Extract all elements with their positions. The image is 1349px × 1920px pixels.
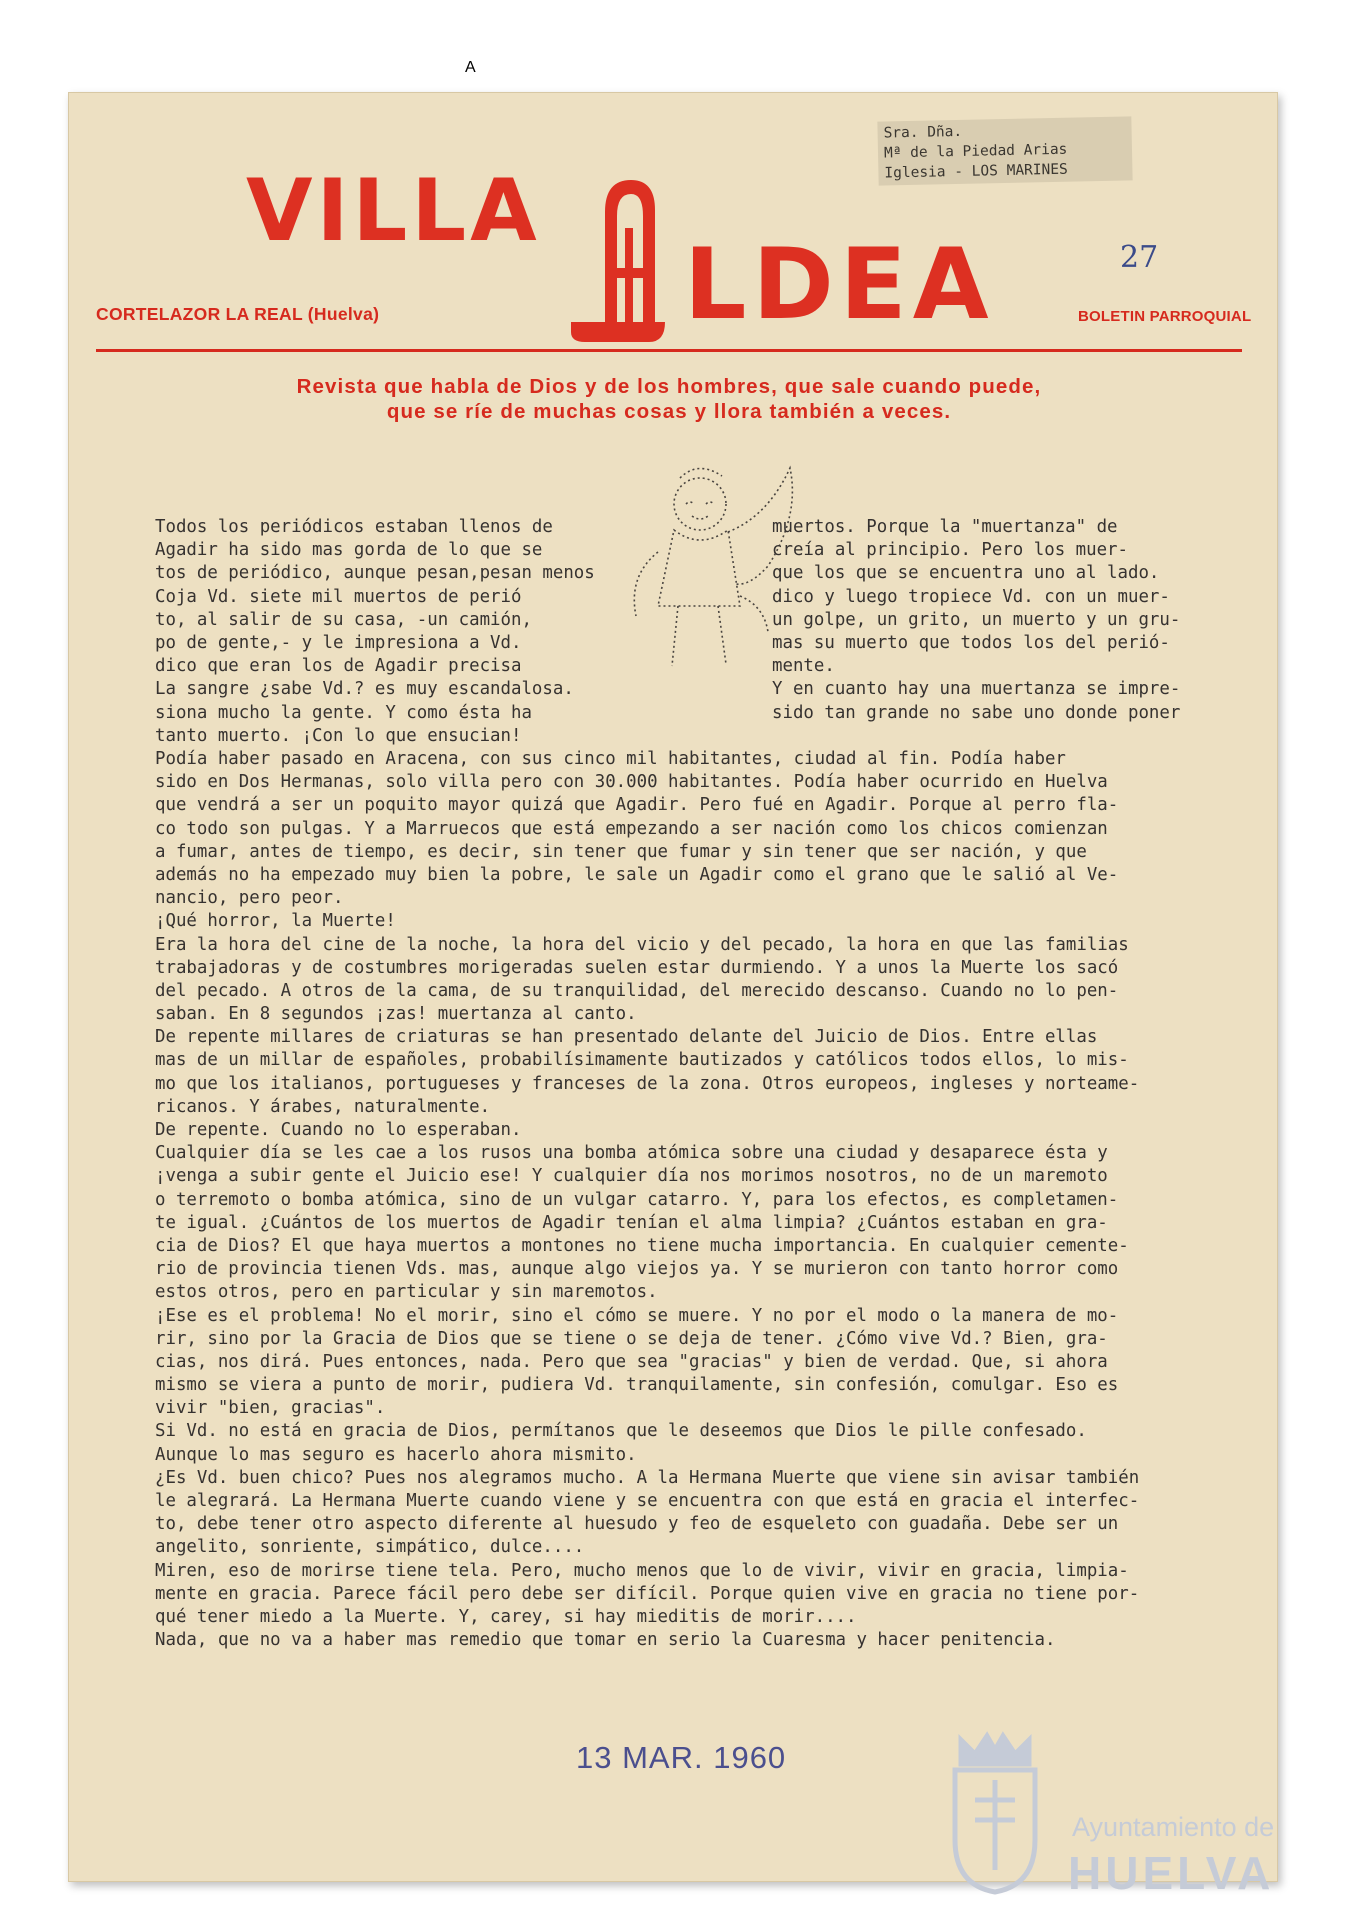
article-body-line: ¡Ese es el problema! No el morir, sino el cómo se muere. Y no por el modo o la manera de mo-: [155, 1305, 1119, 1326]
article-body-line: mismo se viera a punto de morir, pudiera Vd. tranquilamente, sin confesión, comulgar. Eso es: [155, 1375, 1119, 1396]
article-left-line: La sangre ¿sabe Vd.? es muy escandalosa.: [155, 679, 574, 700]
article-body-line: mas de un millar de españoles, probabilísimamente bautizados y católicos todos ellos, lo mis-: [155, 1050, 1129, 1071]
masthead-villa: VILLA: [246, 161, 541, 261]
article-body-line: Podía haber pasado en Aracena, con sus cinco mil habitantes, ciudad al fin. Podía haber: [155, 749, 1066, 769]
article-body-line: ¡venga a subir gente el Juicio ese! Y cualquier día nos morimos nosotros, no de un maremoto: [155, 1166, 1108, 1187]
article-right-line: sido tan grande no sabe uno donde poner: [772, 702, 1181, 723]
article-body-line: rir, sino por la Gracia de Dios que se tiene o se deja de tener. ¿Cómo vive Vd.? Bien, gra-: [155, 1328, 1108, 1349]
article-right-line: muertos. Porque la "muertanza" de: [772, 517, 1118, 537]
article-right-line: mas su muerto que todos los del perió-: [772, 632, 1170, 653]
article-body-line: mente en gracia. Parece fácil pero debe ser difícil. Porque quien vive en gracia no tiene por-: [155, 1583, 1140, 1604]
article-body-line: Cualquier día se les cae a los rusos una bomba atómica sobre una ciudad y desaparece ésta y: [155, 1143, 1108, 1164]
article-body-line: co todo son pulgas. Y a Marruecos que está empezando a ser nación como los chicos comienzan: [155, 818, 1108, 839]
issue-number: 27: [1120, 240, 1159, 275]
article-right-line: que los que se encuentra uno al lado.: [772, 563, 1160, 584]
article-body-line: angelito, sonriente, simpático, dulce....: [155, 1537, 585, 1558]
address-label: [877, 116, 1132, 185]
masthead-rule: [96, 349, 1242, 352]
article-body-line: De repente. Cuando no lo esperaban.: [155, 1120, 522, 1140]
article-left-line: Coja Vd. siete mil muertos de perió: [155, 586, 522, 607]
article-body: [155, 748, 1255, 1652]
article-left-line: Todos los periódicos estaban llenos de: [155, 517, 553, 537]
article-left-line: dico que eran los de Agadir precisa: [155, 656, 522, 677]
article-right-line: dico y luego tropiece Vd. con un muer-: [772, 586, 1170, 607]
article-left-line: po de gente,- y le impresiona a Vd.: [155, 632, 522, 653]
article-body-line: estos otros, pero en particular y sin maremotos.: [155, 1282, 658, 1303]
article-body-line: De repente millares de criaturas se han presentado delante del Juicio de Dios. Entre ellas: [155, 1027, 1098, 1048]
masthead-aldea: LDEA: [684, 228, 995, 342]
article-body-line: trabajadoras y de costumbres morigeradas suelen estar durmiendo. Y a unos la Muerte los sacó: [155, 957, 1119, 978]
masthead-place: CORTELAZOR LA REAL (Huelva): [96, 304, 380, 324]
article-body-line: nancio, pero peor.: [155, 888, 344, 909]
article-body-line: to, debe tener otro aspecto diferente al huesudo y feo de esqueleto con guadaña. Debe ser un: [155, 1514, 1119, 1535]
article-right-line: un golpe, un grito, un muerto y un gru-: [772, 609, 1181, 630]
address-line-2: Mª de la Piedad Arias: [883, 141, 1068, 162]
article-left-column: [155, 516, 595, 748]
svg-text:A: A: [465, 59, 476, 76]
article-body-line: o terremoto o bomba atómica, sino de un vulgar catarro. Y, para los efectos, es completamen-: [155, 1189, 1119, 1210]
masthead-aldea-initial: [465, 59, 685, 344]
article-body-line: ricanos. Y árabes, naturalmente.: [155, 1096, 491, 1117]
article-body-line: saban. En 8 segundos ¡zas! muertanza al canto.: [155, 1004, 637, 1025]
article-body-line: cia de Dios? El que haya muertos a montones no tiene mucha importancia. En cualquier cemente-: [155, 1235, 1129, 1256]
watermark-line-2: HUELVA: [1068, 1847, 1275, 1899]
article-body-line: ¿Es Vd. buen chico? Pues nos alegramos mucho. A la Hermana Muerte que viene sin avisar también: [155, 1467, 1140, 1488]
article-right-line: mente.: [772, 656, 835, 677]
subtitle: [96, 374, 1242, 424]
article-body-line: vivir "bien, gracias".: [155, 1398, 386, 1419]
article-body-line: cias, nos dirá. Pues entonces, nada. Pero que sea "gracias" y bien de verdad. Que, si ahora: [155, 1351, 1108, 1372]
article-body-line: qué tener miedo a la Muerte. Y, carey, si hay mieditis de morir....: [155, 1606, 857, 1627]
date-stamp: 13 MAR. 1960: [576, 1740, 787, 1775]
article-body-line: mo que los italianos, portugueses y franceses de la zona. Otros europeos, ingleses y norteame-: [155, 1073, 1140, 1094]
article-body-line: te igual. ¿Cuántos de los muertos de Agadir tenían el alma limpia? ¿Cuántos estaban en gra-: [155, 1212, 1108, 1233]
article-left-line: to, al salir de su casa, -un camión,: [155, 609, 532, 630]
article-right-line: Y en cuanto hay una muertanza se impre-: [772, 679, 1181, 700]
article-left-line: tos de periódico, aunque pesan,pesan menos: [155, 563, 595, 584]
subtitle-line-1: Revista que habla de Dios y de los hombres, que sale cuando puede,: [296, 375, 1042, 398]
address-line-1: Sra. Dña.: [883, 123, 963, 142]
article-left-line: tanto muerto. ¡Con lo que ensucian!: [155, 725, 522, 746]
city-coat-of-arms-icon: [935, 1720, 1055, 1895]
article-body-line: Miren, eso de morirse tiene tela. Pero, mucho menos que lo de vivir, vivir en gracia, limpia-: [155, 1560, 1129, 1581]
article-left-line: Agadir ha sido mas gorda de lo que se: [155, 540, 543, 561]
article-body-line: a fumar, antes de tiempo, es decir, sin tener que fumar y sin tener que ser nación, y que: [155, 841, 1087, 862]
address-line-3: Iglesia - LOS MARINES: [884, 161, 1068, 182]
article-body-line: Si Vd. no está en gracia de Dios, permítanos que le deseemos que Dios le pille confesado.: [155, 1421, 1087, 1442]
article-body-line: sido en Dos Hermanas, solo villa pero con 30.000 habitantes. Podía haber ocurrido en Huelva: [155, 772, 1108, 793]
watermark-line-1: Ayuntamiento de: [1072, 1812, 1275, 1842]
article-body-line: Era la hora del cine de la noche, la hora del vicio y del pecado, la hora en que las familias: [155, 934, 1129, 955]
article-body-line: Aunque lo mas seguro es hacerlo ahora mismito.: [155, 1444, 637, 1465]
article-body-line: del pecado. A otros de la cama, de su tranquilidad, del merecido descanso. Cuando no lo pen-: [155, 980, 1119, 1001]
article-body-line: Nada, que no va a haber mas remedio que tomar en serio la Cuaresma y hacer penitencia.: [155, 1630, 1056, 1651]
article-body-line: rio de provincia tienen Vds. mas, aunque algo viejos ya. Y se murieron con tanto horror como: [155, 1259, 1119, 1280]
masthead-kind: BOLETIN PARROQUIAL: [1078, 308, 1252, 325]
article-body-line: que vendrá a ser un poquito mayor quizá que Agadir. Pero fué en Agadir. Porque al perro fla-: [155, 795, 1119, 816]
article-right-column: [772, 516, 1180, 748]
article-body-line: le alegrará. La Hermana Muerte cuando viene y se encuentra con que está en gracia el interfec-: [155, 1491, 1140, 1511]
article-right-line: creía al principio. Pero los muer-: [772, 540, 1128, 561]
article-body-line: además no ha empezado muy bien la pobre, le sale un Agadir como el grano que le salió al Ve-: [155, 864, 1119, 885]
article-body-line: ¡Qué horror, la Muerte!: [155, 911, 396, 932]
subtitle-line-2: que se ríe de muchas cosas y llora también a veces.: [386, 400, 952, 423]
article-left-line: siona mucho la gente. Y como ésta ha: [155, 702, 532, 723]
article-right-line: [772, 725, 1180, 748]
